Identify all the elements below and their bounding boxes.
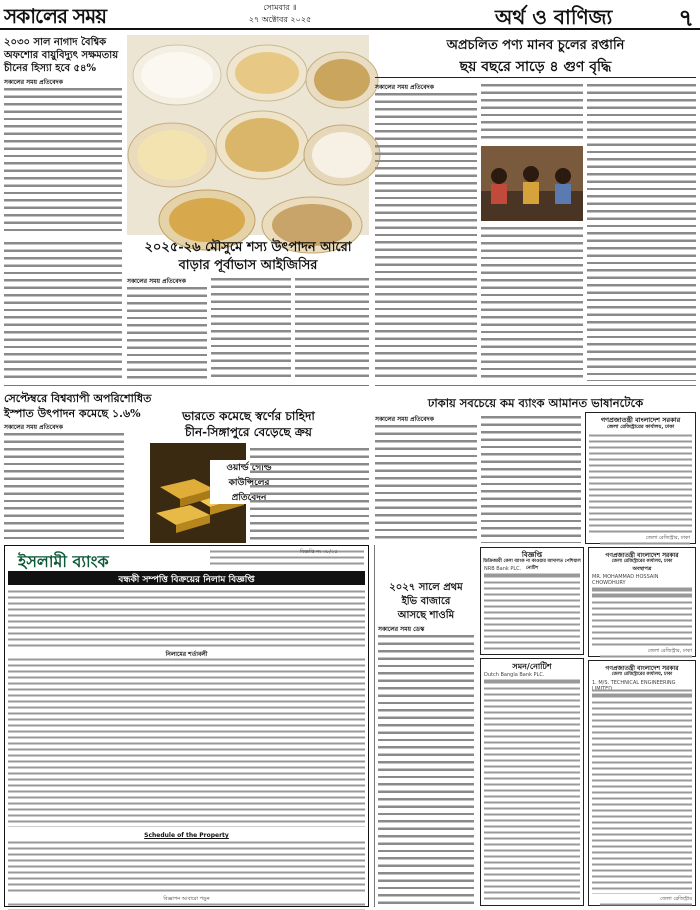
hair-workers-image xyxy=(481,146,583,221)
offshore-byline: সকালের সময় প্রতিবেদক xyxy=(4,79,63,86)
grain-body-col3 xyxy=(295,276,369,380)
hair-body-col1 xyxy=(375,91,477,381)
dhaka-body-col1 xyxy=(375,423,477,543)
gold-headline-1: ভারতে কমেছে স্বর্ণের চাহিদা xyxy=(182,409,315,423)
summons-notice-2-body xyxy=(484,680,580,902)
registrar-notice-1-title: গণপ্রজাতন্ত্রী বাংলাদেশ সরকার xyxy=(600,416,681,424)
islami-bank-schedule-text xyxy=(8,840,365,892)
steel-body-text xyxy=(4,431,124,541)
ev-headline-2: ইভি বাজারে xyxy=(401,596,451,607)
registrar-notice-3-body xyxy=(592,688,692,894)
gold-label-line-2: কাউন্সিলের xyxy=(228,478,270,488)
offshore-headline-2: অফশোর বায়ুবিদ্যুৎ সক্ষমতায় xyxy=(4,50,119,61)
grain-body-col2 xyxy=(211,276,291,380)
offshore-headline-3: চীনের হিস্যা হবে ৫৪% xyxy=(4,63,97,74)
registrar-notice-1-signature: জেলা রেজিস্ট্রার, ঢাকা xyxy=(600,535,690,542)
page-number: ৭ xyxy=(678,3,694,32)
grain-photo xyxy=(127,35,369,235)
divider xyxy=(4,385,369,386)
grain-byline: সকালের সময় প্রতিবেদক xyxy=(127,278,186,285)
islami-bank-banner xyxy=(8,571,365,585)
hair-headline-1: অপ্রচলিত পণ্য মানব চুলের রপ্তানি xyxy=(446,38,625,53)
registrar-notice-2-body xyxy=(592,588,692,646)
islami-bank-schedule-title: নিলামের শর্তাবলী xyxy=(165,651,208,658)
section-title: অর্থ ও বাণিজ্য xyxy=(495,5,613,29)
dhaka-body-col2 xyxy=(481,414,581,543)
newspaper-logo[interactable]: সকালের সময় xyxy=(4,4,107,28)
grain-headline-1: ২০২৫-২৬ মৌসুমে শস্য উৎপাদন আরো xyxy=(144,240,352,255)
grain-bowls-image xyxy=(127,35,369,235)
summons-notice-body xyxy=(484,574,580,652)
divider xyxy=(374,545,375,907)
issue-date xyxy=(230,2,330,26)
islami-bank-banner-text: বন্ধকী সম্পত্তি বিক্রয়ের নিলাম বিজ্ঞপ্তি xyxy=(118,575,255,585)
masthead xyxy=(0,0,700,30)
summons-notice-2-case: Dutch Bangla Bank PLC. xyxy=(484,672,580,679)
summons-notice-subtitle: ডিক্রিজারী কেসা ব্যাংক না কাওয়ার আদালত পেশিয়াল নোটিশ xyxy=(483,559,581,571)
islami-bank-footer: বিজ্ঞাপন আবারো পড়ুন xyxy=(8,896,365,904)
hair-body-col2 xyxy=(481,82,583,142)
islami-bank-schedule-en: Schedule of the Property xyxy=(144,832,229,839)
steel-headline-2: ইস্পাত উৎপাদন কমেছে ১.৬% xyxy=(4,407,141,420)
hair-headline-box xyxy=(375,34,696,78)
ev-body-text xyxy=(378,633,474,905)
registrar-notice-2-subtitle: জেলা রেজিস্ট্রারের কার্যালয়, ঢাকা xyxy=(611,559,673,564)
hair-body-col2b xyxy=(481,225,583,381)
grain-headline-2: বাড়ার পূর্বাভাস আইজিসির xyxy=(178,258,318,273)
steel-headline-1: সেপ্টেম্বরে বিশ্বব্যাপী অপরিশোধিত xyxy=(4,392,152,405)
registrar-notice-2-signature: জেলা রেজিস্ট্রার, ঢাকা xyxy=(600,648,692,655)
hair-headline-2: ছয় বছরে সাড়ে ৪ গুণ বৃদ্ধি xyxy=(459,59,612,75)
summons-notice-court: NRB Bank PLC. xyxy=(484,566,580,573)
issue-date-text: ২৭ অক্টোবর ২০২৫ xyxy=(248,15,312,24)
hair-body-col3 xyxy=(587,82,696,381)
islami-bank-logo[interactable]: ইসলামী ব্যাংক xyxy=(18,552,109,571)
gold-label-line-3: প্রতিবেদন xyxy=(231,493,267,503)
registrar-notice-3-signature: জেলা রেজিস্ট্রার xyxy=(600,896,692,903)
divider xyxy=(375,385,696,386)
registrar-notice-2-label: অবস্থাপত্র xyxy=(632,566,652,572)
ev-byline: সকালের সময় ডেস্ক xyxy=(378,626,425,633)
dhaka-headline: ঢাকায় সবচেয়ে কম ব্যাংক আমানত ভাষানটেকে xyxy=(427,396,644,410)
islami-bank-body xyxy=(8,589,365,647)
islami-bank-conditions xyxy=(8,657,365,827)
issue-day: সোমবার ॥ xyxy=(263,3,297,12)
summons-notice-2-title: সমন/নোটিশ xyxy=(512,662,552,671)
registrar-notice-1-body xyxy=(589,433,692,533)
steel-byline: সকালের সময় প্রতিবেদক xyxy=(4,424,63,431)
registrar-notice-3-title: গণপ্রজাতন্ত্রী বাংলাদেশ সরকার xyxy=(605,665,679,672)
registrar-notice-1-subtitle: জেলা রেজিস্ট্রারের কার্যালয়, ঢাকা xyxy=(606,424,675,430)
grain-body-col1 xyxy=(127,285,207,380)
gold-body-text xyxy=(250,446,369,544)
summons-notice-title: বিজ্ঞপ্তি xyxy=(521,551,543,559)
ev-headline-3: আসছে শাওমি xyxy=(397,610,455,621)
hair-workers-photo xyxy=(481,146,583,221)
offshore-headline-1: ২০৩০ সাল নাগাদ বৈশ্বিক xyxy=(4,37,107,48)
registrar-notice-3-subtitle: জেলা রেজিস্ট্রারের কার্যালয়, ঢাকা xyxy=(611,672,673,677)
registrar-notice-2-title: গণপ্রজাতন্ত্রী বাংলাদেশ সরকার xyxy=(605,552,679,559)
dhaka-byline: সকালের সময় প্রতিবেদক xyxy=(375,416,434,423)
islami-bank-header-ref: বিজ্ঞপ্তি নং ৩৮/২৫ xyxy=(300,549,364,556)
offshore-body-text xyxy=(4,86,122,236)
registrar-notice-2-name: MR. MOHAMMAD HOSSAIN CHOWDHURY xyxy=(592,574,692,586)
hair-byline: সকালের সময় প্রতিবেদক xyxy=(375,84,434,91)
registrar-notice-3-company: 1. M/S. TECHNICAL ENGINEERING LIMITED xyxy=(592,680,692,687)
ev-headline-1: ২০২৭ সালে প্রথম xyxy=(389,582,463,593)
gold-headline-2: চীন-সিঙ্গাপুরে বেড়েছে ক্রয় xyxy=(185,425,312,439)
gold-label-line-1: ওয়ার্ল্ড গোল্ড xyxy=(226,463,272,473)
offshore-body-text-2 xyxy=(4,240,122,380)
